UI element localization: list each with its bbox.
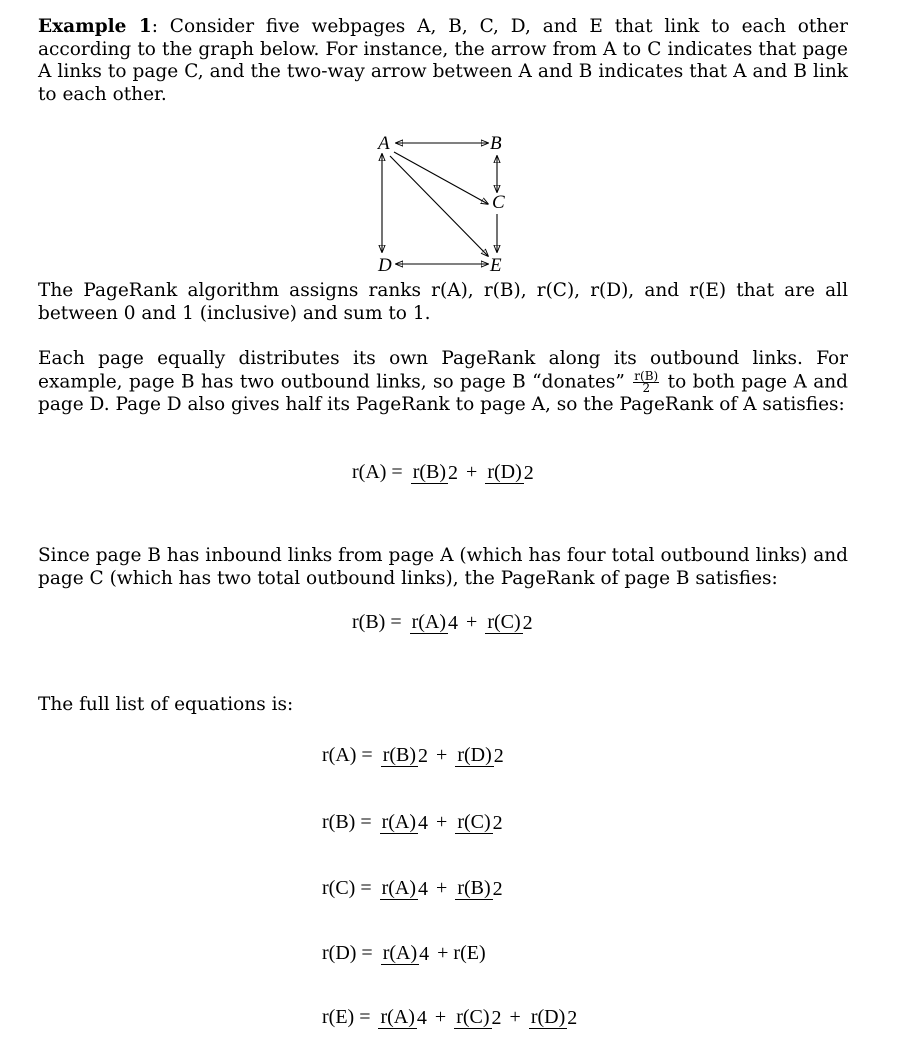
node-a: A [378, 133, 390, 154]
pagerank-definition: The PageRank algorithm assigns ranks r(A), r(B), r(C), r(D), and r(E) that are all between 0 and 1 (inclusive) and sum to 1. [38, 280, 848, 324]
node-c: C [492, 192, 505, 213]
link-graph [360, 128, 540, 280]
full-list-label: The full list of equations is: [38, 694, 294, 715]
distribution-text-before: Each page equally distributes its own PageRank along its outbound links. For example, page B has two outbound links, so page B “donates” [38, 348, 848, 392]
inline-fraction: $\frac{r(B)}{2}$ [634, 368, 659, 395]
node-e: E [490, 255, 502, 276]
node-d: D [378, 255, 392, 276]
system-equation-a: r(A) = r(B) 2 + r(D) 2 [322, 743, 504, 768]
system-equation-b: r(B) = r(A) 4 + r(C) 2 [322, 810, 503, 835]
system-equation-d: r(D) = r(A) 4 + r(E) [322, 941, 486, 966]
system-equation-e: r(E) = r(A) 4 + r(C) 2 + r(D) 2 [322, 1005, 578, 1030]
equation-r-a: r(A) = r(B) 2 + r(D) 2 [352, 460, 534, 485]
equation-r-b: r(B) = r(A) 4 + r(C) 2 [352, 610, 533, 635]
node-b: B [490, 133, 502, 154]
edge-a-c [394, 152, 488, 204]
inbound-paragraph: Since page B has inbound links from page A (which has four total outbound links) and page C (which has two total outbound links), the PageRank of page B satisfies: [38, 545, 848, 589]
intro-text: : Consider five webpages A, B, C, D, and E that link to each other according to the graph below. For instance, the arrow from A to C indicates that page A links to page C, and the two-way arrow between A and B indicates that A and B link to each other. [38, 16, 848, 105]
distribution-text-after: to both page A and page D. Page D also gives half its PageRank to page A, so the PageRank of A satisfies: [38, 371, 849, 415]
example-label: Example 1 [38, 16, 152, 37]
distribution-paragraph [38, 348, 848, 416]
system-equation-c: r(C) = r(A) 4 + r(B) 2 [322, 876, 503, 901]
intro-paragraph [38, 16, 848, 106]
edge-a-e [390, 156, 488, 256]
